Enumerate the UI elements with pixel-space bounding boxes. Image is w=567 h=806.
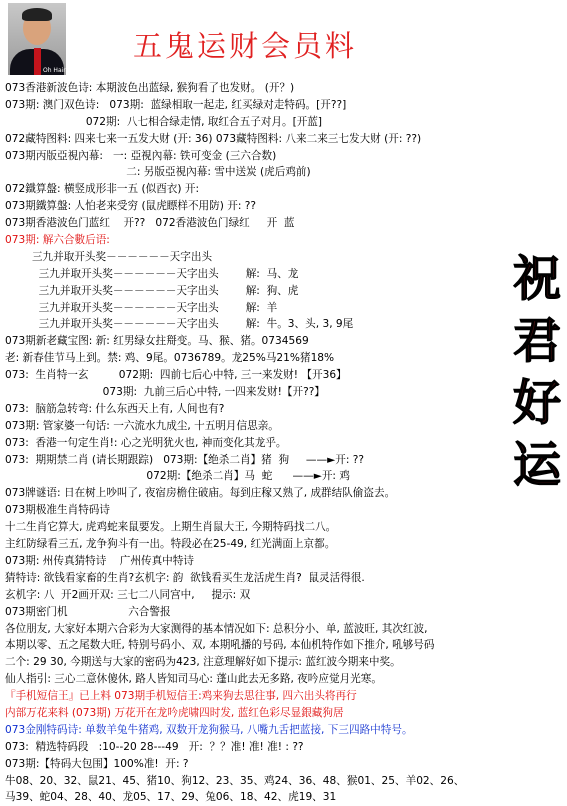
text-line: 内部万花来料 (073期) 万花开在龙吟虎啸四时发, 蓝红色彩尽显銀藏狗居 bbox=[5, 706, 344, 719]
text-line: 三九并取开头奖－－－－－－天字出头 解: 羊 bbox=[5, 301, 278, 314]
text-line: 073期: 解六合數后语: bbox=[5, 234, 110, 247]
text-line: 三九并取开头奖－－－－－－天字出头 解: 牛。3、头, 3, 9尾 bbox=[5, 318, 354, 331]
text-line: 073: 脑筋急转弯: 什么东西天上有, 人间也有? bbox=[5, 402, 225, 415]
text-line: 073期: 澳门双色诗: 073期: 蓝绿相取一起走, 红买绿对走特码。[开??] bbox=[5, 98, 347, 111]
side-char: 好 bbox=[512, 375, 561, 431]
text-line: 马39、蛇04、28、40、龙05、17、29、兔06、18、42、虎19、31 bbox=[5, 791, 337, 804]
text-line: 073期香港波色门蓝红 开?? 072香港波色门绿红 开 蓝 bbox=[5, 217, 295, 230]
text-line: 073牌谜语: 日在树上吵叫了, 夜宿房檐住破庙。每到庄稼又熟了, 成群结队偷盗去。 bbox=[5, 487, 396, 500]
text-line: 猜特诗: 欲钱看家畜的生肖?玄机字: 韵 欲钱看买生龙活虎生肖? 鼠灵活得很. bbox=[5, 571, 365, 584]
text-line: 073期: 州传真猜特诗 广州传真中特诗 bbox=[5, 554, 194, 567]
profile-photo bbox=[8, 3, 66, 75]
text-line: 073期鐵算盤: 人怕老来受穷 (鼠虎瞟样不用防) 开: ?? bbox=[5, 200, 257, 213]
text-line: 073: 生肖特一玄 072期: 四前七后心中特, 三一来发财! 【开36】 bbox=[5, 369, 347, 382]
text-line: 各位朋友, 大家好本期六合彩为大家测得的基本情况如下: 总积分小、单, 蓝波旺, 其次红波, bbox=[5, 622, 428, 635]
text-line: 073期新老藏宝图: 新: 红男绿女拄搿变。马、猴、猪。0734569 bbox=[5, 335, 309, 348]
text-line: 073期极准生肖特码诗 bbox=[5, 504, 110, 517]
text-line: 073金刚特码诗: 单数羊兔牛猪鸡, 双数开龙狗猴马, 八嘴九舌把蓝接, 下三四路中特号。 bbox=[5, 723, 413, 736]
text-line: 老: 新春佳节马上到。禁: 鸡、9尾。0736789。龙25%马21%猪18% bbox=[5, 352, 335, 365]
text-line: 072鐵算盤: 横竖成形非一五 (似酉衣) 开: bbox=[5, 183, 200, 196]
photo-caption: Oh Hair bbox=[43, 67, 66, 74]
text-line: 三九并取开头奖－－－－－－天字出头 解: 狗、虎 bbox=[5, 284, 299, 297]
text-line: 『手机短信王』已上料 073期手机短信王:鸡来狗去思往事, 四六出头将再行 bbox=[5, 690, 357, 703]
document-body bbox=[5, 80, 505, 806]
text-line: 072期: 八七相合绿走情, 取红合五子对月。[开蓝] bbox=[5, 115, 323, 128]
text-line: 二: 另版亞視內幕: 雪中送炭 (虎后鸡前) bbox=[5, 166, 311, 179]
text-line: 本期以零、五之尾数大旺, 特别号码小、双, 本期吼播的号码, 本仙机特作如下推介, 吼够号码 bbox=[5, 639, 435, 652]
side-char: 君 bbox=[512, 313, 561, 369]
text-line: 073: 香港一句定生肖!: 心之光明犹火也, 神而变化其龙乎。 bbox=[5, 436, 287, 449]
side-blessing-text bbox=[512, 248, 562, 496]
text-line: 073期:【特码大包围】100%准! 开: ? bbox=[5, 757, 189, 770]
text-line: 073期: 九前三后心中特, 一四来发财!【开??】 bbox=[5, 386, 325, 399]
text-line: 十二生肖它算大, 虎鸡蛇来鼠要发。上期生肖鼠大王, 今期特码找二八。 bbox=[5, 521, 337, 534]
text-line: 玄机字: 八 开2画开双: 三七二八同宫中, 提示: 双 bbox=[5, 588, 251, 601]
text-line: 073期密门机 六合警报 bbox=[5, 605, 171, 618]
text-line: 073: 精选特码段 :10--20 28---49 开: ？？准! 准! 准! : ?? bbox=[5, 740, 304, 753]
text-line: 主红防绿看三五, 龙争狗斗有一出。特段必在25-49, 红光满面上京都。 bbox=[5, 538, 336, 551]
side-char: 运 bbox=[512, 437, 561, 493]
side-char: 祝 bbox=[512, 251, 561, 307]
text-line: 三九并取开头奖－－－－－－天字出头 解: 马、龙 bbox=[5, 267, 299, 280]
text-line: 仙人指引: 三心二意休傻休, 路人皆知司马心: 蓬山此去无多路, 夜吟应觉月光寒。 bbox=[5, 673, 382, 686]
text-line: 072期:【绝杀二肖】马 蛇 ——►开: 鸡 bbox=[5, 470, 350, 483]
text-line: 073: 期期禁二肖 (请长期跟踪) 073期:【绝杀二肖】猪 狗 ——►开: ?? bbox=[5, 453, 365, 466]
text-line: 072藏特图料: 四来七来一五发大财 (开: 36) 073藏特图料: 八来二来三七发大财 (开: ??) bbox=[5, 132, 422, 145]
text-line: 073香港新波色诗: 本期波色出蓝绿, 猴狗看了也发财。 (开？) bbox=[5, 82, 295, 94]
text-line: 三九并取开头奖－－－－－－天字出头 bbox=[5, 250, 213, 263]
text-line: 073期丙版亞視內幕: 一: 亞視內幕: 铁可变金 (三六合数) bbox=[5, 149, 277, 162]
text-line: 073期: 管家婆一句话: 一六流水九成尘, 十五明月信思亲。 bbox=[5, 419, 279, 432]
text-line: 牛08、20、32、鼠21、45、猪10、狗12、23、35、鸡24、36、48、猴01、25、羊02、26、 bbox=[5, 774, 465, 787]
page-title: 五鬼运财会员料 bbox=[133, 29, 358, 63]
text-line: 二个: 29 30, 今期送与大家的密码为423, 注意理解好如下提示: 蓝红波今期来中奖。 bbox=[5, 656, 401, 669]
